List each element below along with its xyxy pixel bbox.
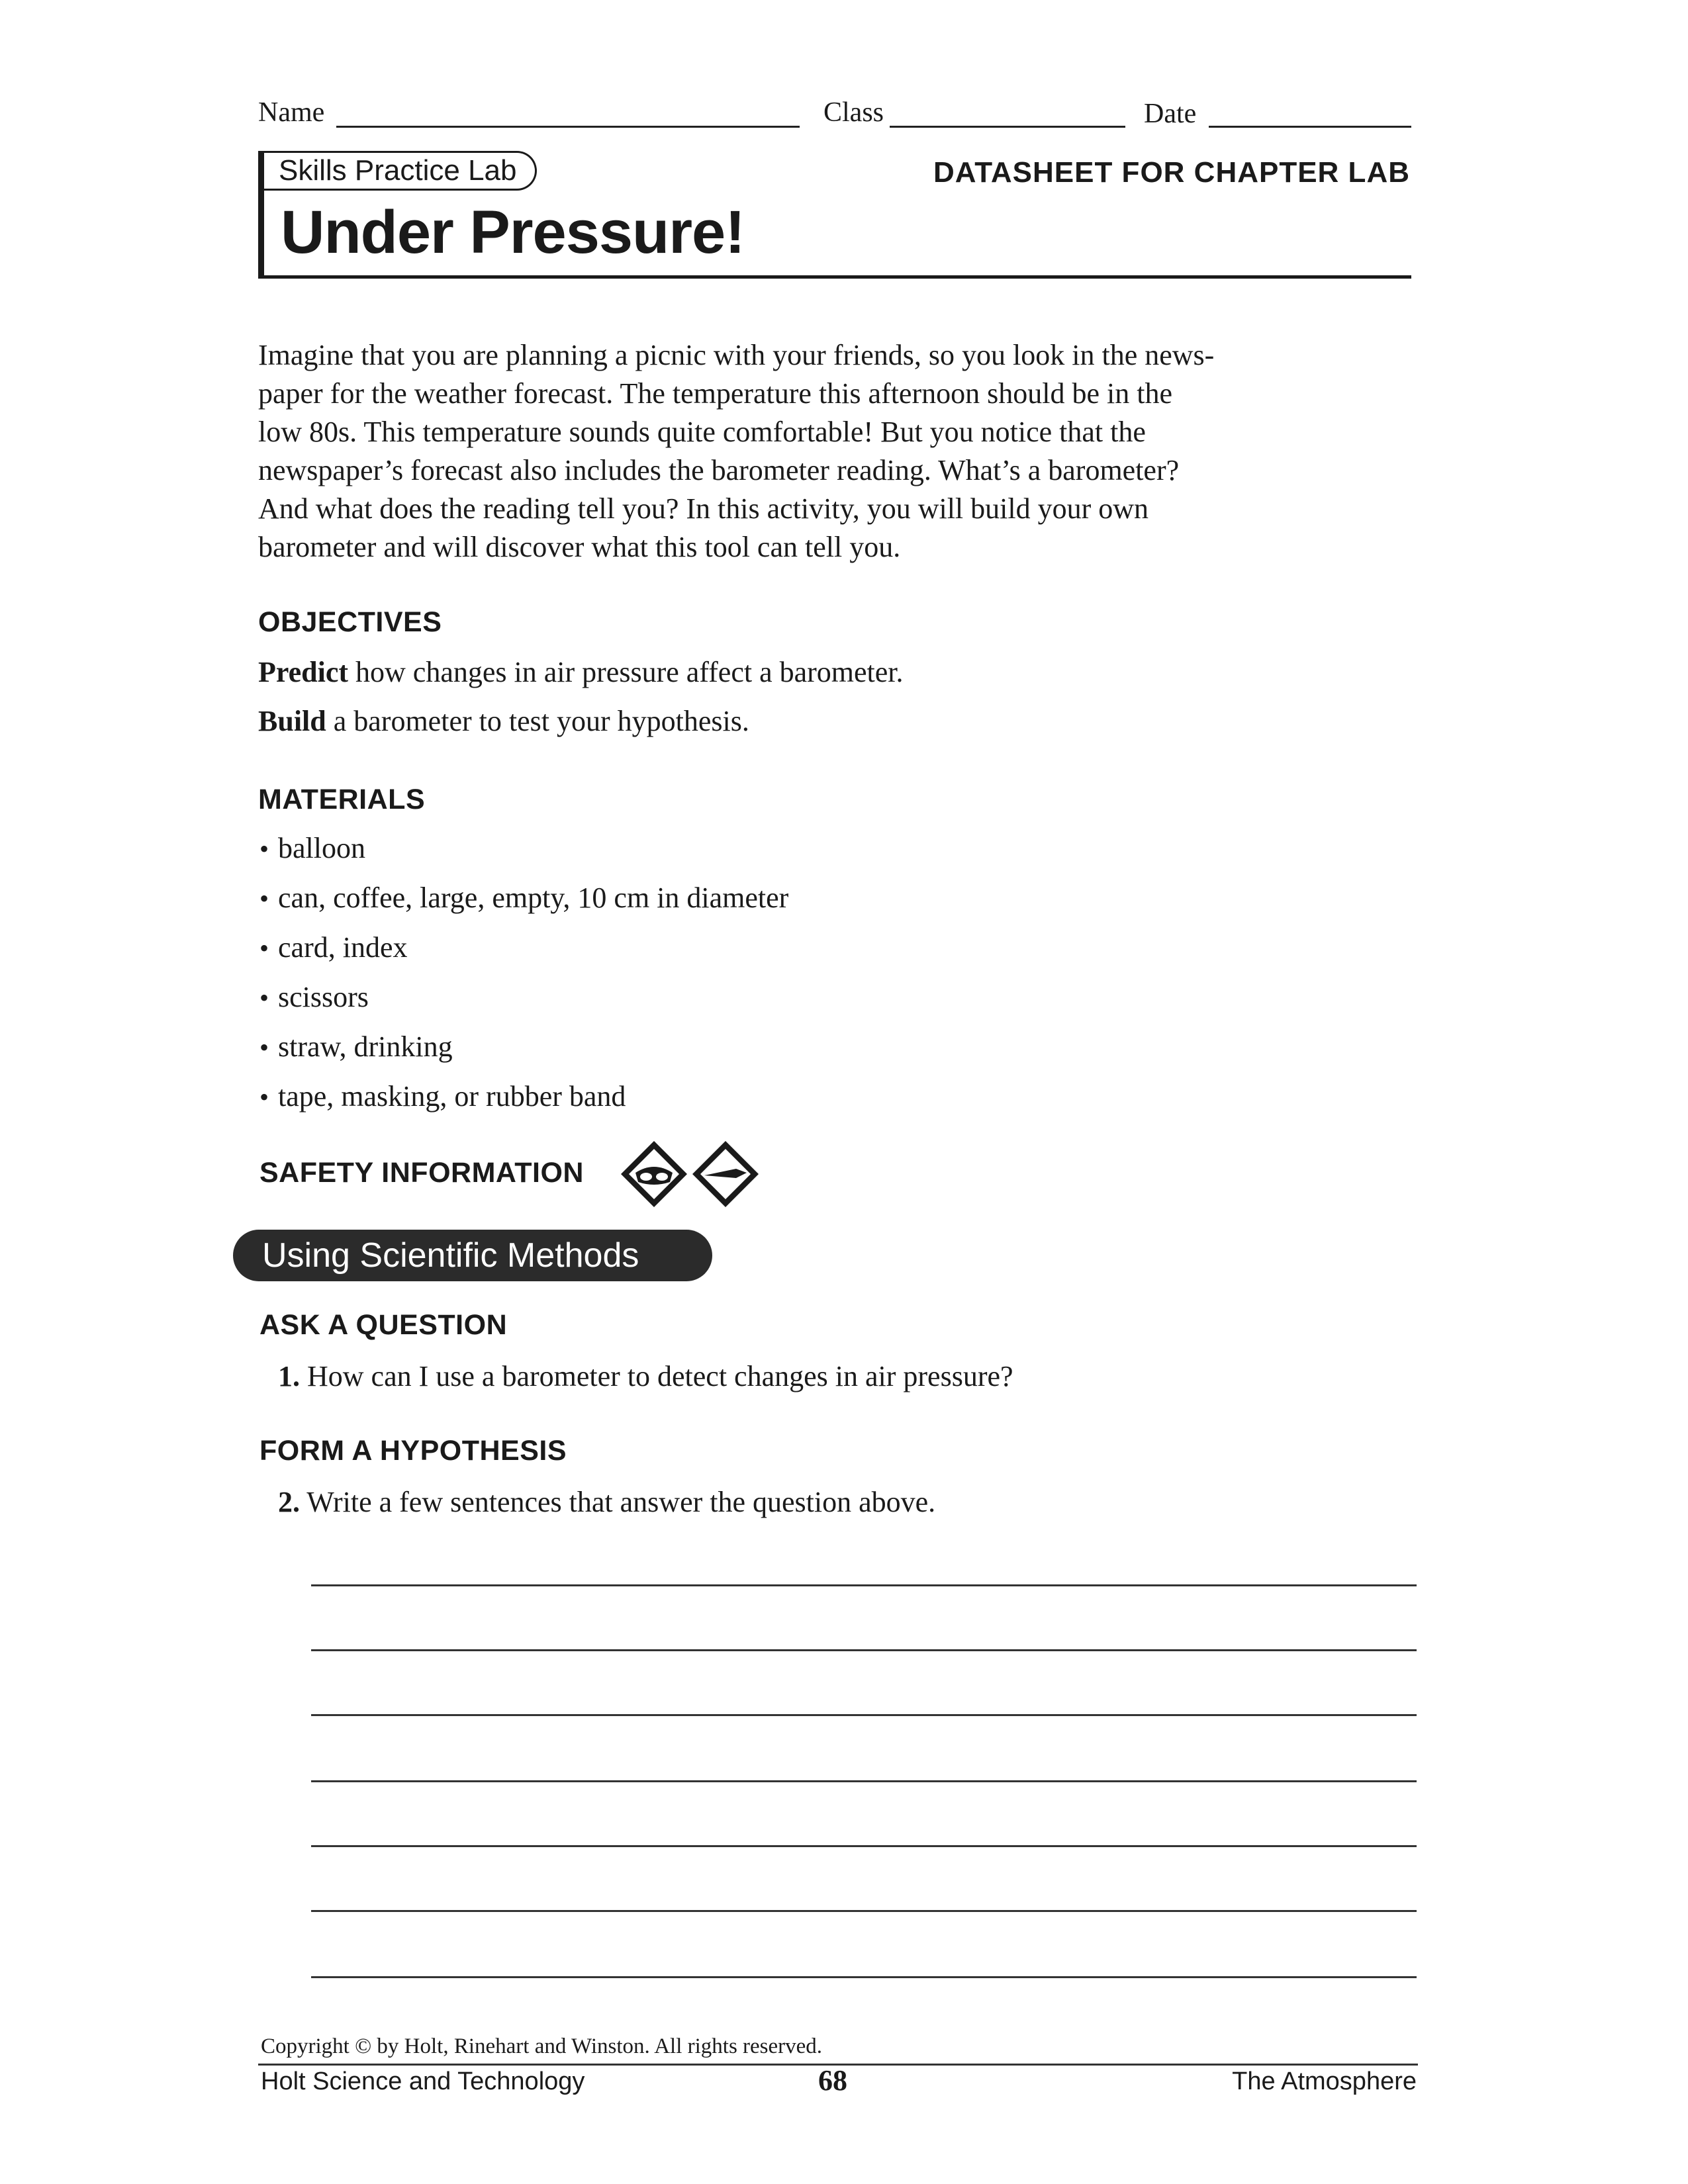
ask-heading: ASK A QUESTION <box>259 1309 508 1341</box>
list-item: • tape, masking, or rubber band <box>259 1077 788 1126</box>
question-1 <box>278 1359 1013 1393</box>
date-field[interactable] <box>1209 126 1411 128</box>
hypothesis-heading: FORM A HYPOTHESIS <box>259 1435 567 1467</box>
list-item: • balloon <box>259 829 788 878</box>
intro-paragraph <box>258 336 1417 567</box>
date-label: Date <box>1144 99 1197 129</box>
datasheet-label: DATASHEET FOR CHAPTER LAB <box>933 156 1410 189</box>
eye-protection-icon <box>621 1141 687 1207</box>
objective-item <box>258 704 749 738</box>
objective-verb: Build <box>258 705 326 737</box>
book-title: Holt Science and Technology <box>261 2068 585 2095</box>
intro-line: Imagine that you are planning a picnic with your friends, so you look in the news- <box>258 339 1215 371</box>
page-number: 68 <box>818 2064 847 2097</box>
intro-line: barometer and will discover what this tool can tell you. <box>258 531 901 563</box>
objectives-heading: OBJECTIVES <box>258 606 442 638</box>
list-item: • straw, drinking <box>259 1027 788 1077</box>
question-text: How can I use a barometer to detect changes in air pressure? <box>300 1360 1013 1392</box>
objective-text: how changes in air pressure affect a barometer. <box>348 656 904 688</box>
answer-line[interactable] <box>311 1649 1417 1651</box>
safety-icons <box>620 1140 765 1208</box>
intro-line: low 80s. This temperature sounds quite comfortable! But you notice that the <box>258 416 1146 448</box>
question-text: Write a few sentences that answer the question above. <box>300 1486 936 1518</box>
answer-line[interactable] <box>311 1976 1417 1978</box>
list-item: • can, coffee, large, empty, 10 cm in diameter <box>259 878 788 928</box>
title-divider <box>258 275 1411 279</box>
sharp-object-icon <box>692 1141 759 1207</box>
objective-verb: Predict <box>258 656 349 688</box>
materials-list <box>259 829 788 1126</box>
question-2 <box>278 1485 935 1519</box>
methods-banner: Using Scientific Methods <box>233 1230 712 1281</box>
answer-line[interactable] <box>311 1584 1417 1586</box>
answer-line[interactable] <box>311 1845 1417 1847</box>
question-number: 1. <box>278 1360 300 1392</box>
copyright-notice: Copyright © by Holt, Rinehart and Winston. All rights reserved. <box>261 2034 823 2058</box>
lab-type-tag: Skills Practice Lab <box>264 151 537 191</box>
intro-line: newspaper’s forecast also includes the barometer reading. What’s a barometer? <box>258 454 1180 486</box>
safety-heading: SAFETY INFORMATION <box>259 1157 584 1189</box>
list-item: • card, index <box>259 928 788 978</box>
intro-line: And what does the reading tell you? In this activity, you will build your own <box>258 492 1149 525</box>
page-title: Under Pressure! <box>281 199 745 266</box>
objective-item <box>258 655 904 689</box>
name-field[interactable] <box>336 126 800 128</box>
answer-line[interactable] <box>311 1910 1417 1912</box>
intro-line: paper for the weather forecast. The temperature this afternoon should be in the <box>258 377 1172 410</box>
title-bar <box>258 151 264 278</box>
materials-heading: MATERIALS <box>258 784 426 815</box>
class-label: Class <box>823 97 884 128</box>
chapter-title: The Atmosphere <box>1232 2068 1417 2095</box>
list-item: • scissors <box>259 978 788 1027</box>
objective-text: a barometer to test your hypothesis. <box>326 705 749 737</box>
name-label: Name <box>258 97 325 128</box>
answer-line[interactable] <box>311 1714 1417 1716</box>
question-number: 2. <box>278 1486 300 1518</box>
class-field[interactable] <box>890 126 1125 128</box>
answer-line[interactable] <box>311 1780 1417 1782</box>
